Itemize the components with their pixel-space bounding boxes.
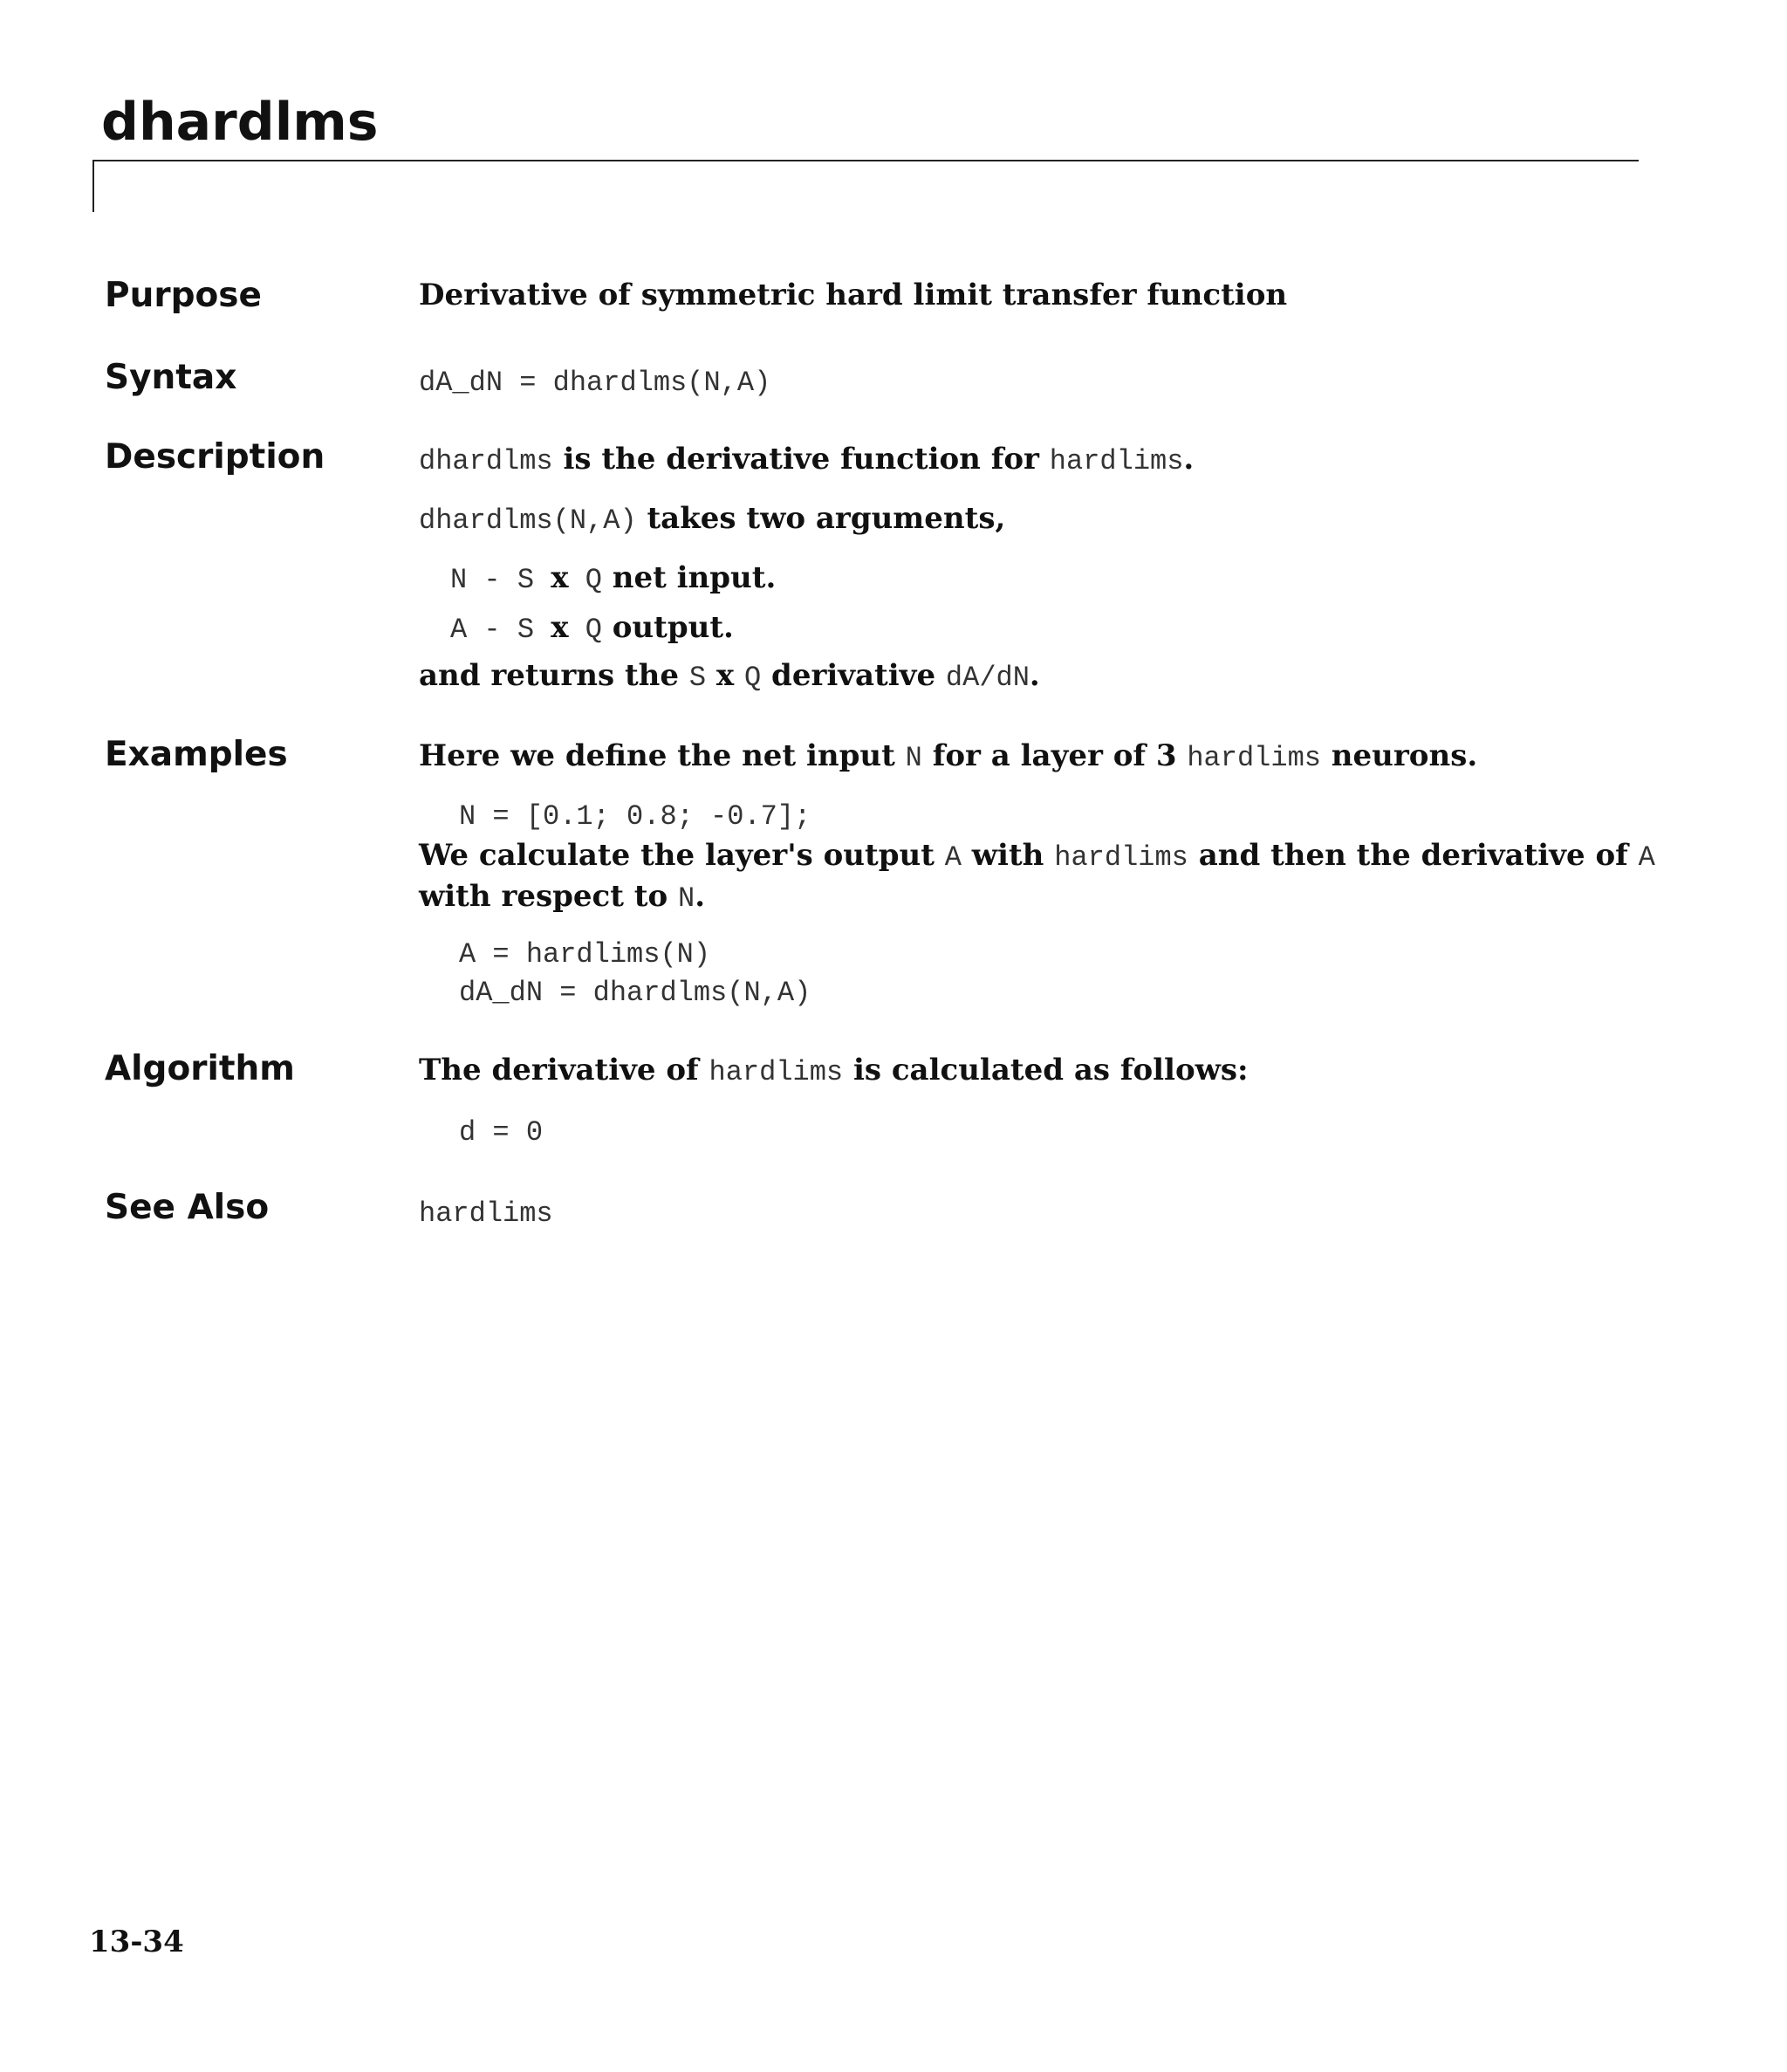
examples-calc-line-2: with respect to N.: [419, 879, 706, 915]
syntax-code: dA_dN = dhardlms(N,A): [419, 367, 771, 399]
examples-intro: Here we define the net input N for a layer of 3 hardlims neurons.: [419, 738, 1478, 774]
algorithm-code: d = 0: [459, 1116, 544, 1149]
see-also-line: [419, 1190, 553, 1235]
examples-label: Examples: [105, 735, 288, 774]
function-name-code: dhardlms: [419, 445, 553, 477]
header-rule: [92, 160, 1639, 161]
header-rule-tick: [92, 160, 94, 212]
example-code-1: N = [0.1; 0.8; -0.7];: [459, 800, 811, 833]
description-line-2: dhardlms(N,A) takes two arguments,: [419, 501, 1006, 537]
algorithm-text: The derivative of hardlims is calculated as follows:: [419, 1053, 1249, 1088]
example-code-2-line-1: A = hardlims(N): [459, 938, 711, 971]
argument-a: A - S x Q output.: [450, 610, 734, 646]
examples-calc-line-1: We calculate the layer's output A with hardlims and then the derivative of A: [419, 838, 1655, 874]
description-label: Description: [105, 437, 325, 477]
page-number: 13-34: [89, 1924, 184, 1959]
description-returns: and returns the S x Q derivative dA/dN.: [419, 658, 1040, 694]
description-line-1: dhardlms is the derivative function for hardlims.: [419, 442, 1195, 477]
algorithm-label: Algorithm: [105, 1049, 295, 1088]
page-title: dhardlms: [101, 92, 379, 153]
example-code-2-line-2: dA_dN = dhardlms(N,A): [459, 977, 811, 1009]
see-also-label: See Also: [105, 1188, 270, 1227]
purpose-text: Derivative of symmetric hard limit transfer function: [419, 278, 1288, 312]
syntax-label: Syntax: [105, 358, 237, 397]
see-also-link: hardlims: [419, 1197, 553, 1230]
syntax-line: [419, 360, 770, 404]
hardlims-code: hardlims: [1049, 445, 1184, 477]
call-signature-code: dhardlms(N,A): [419, 504, 637, 537]
argument-n: N - S x Q net input.: [450, 560, 777, 596]
purpose-label: Purpose: [105, 276, 262, 315]
